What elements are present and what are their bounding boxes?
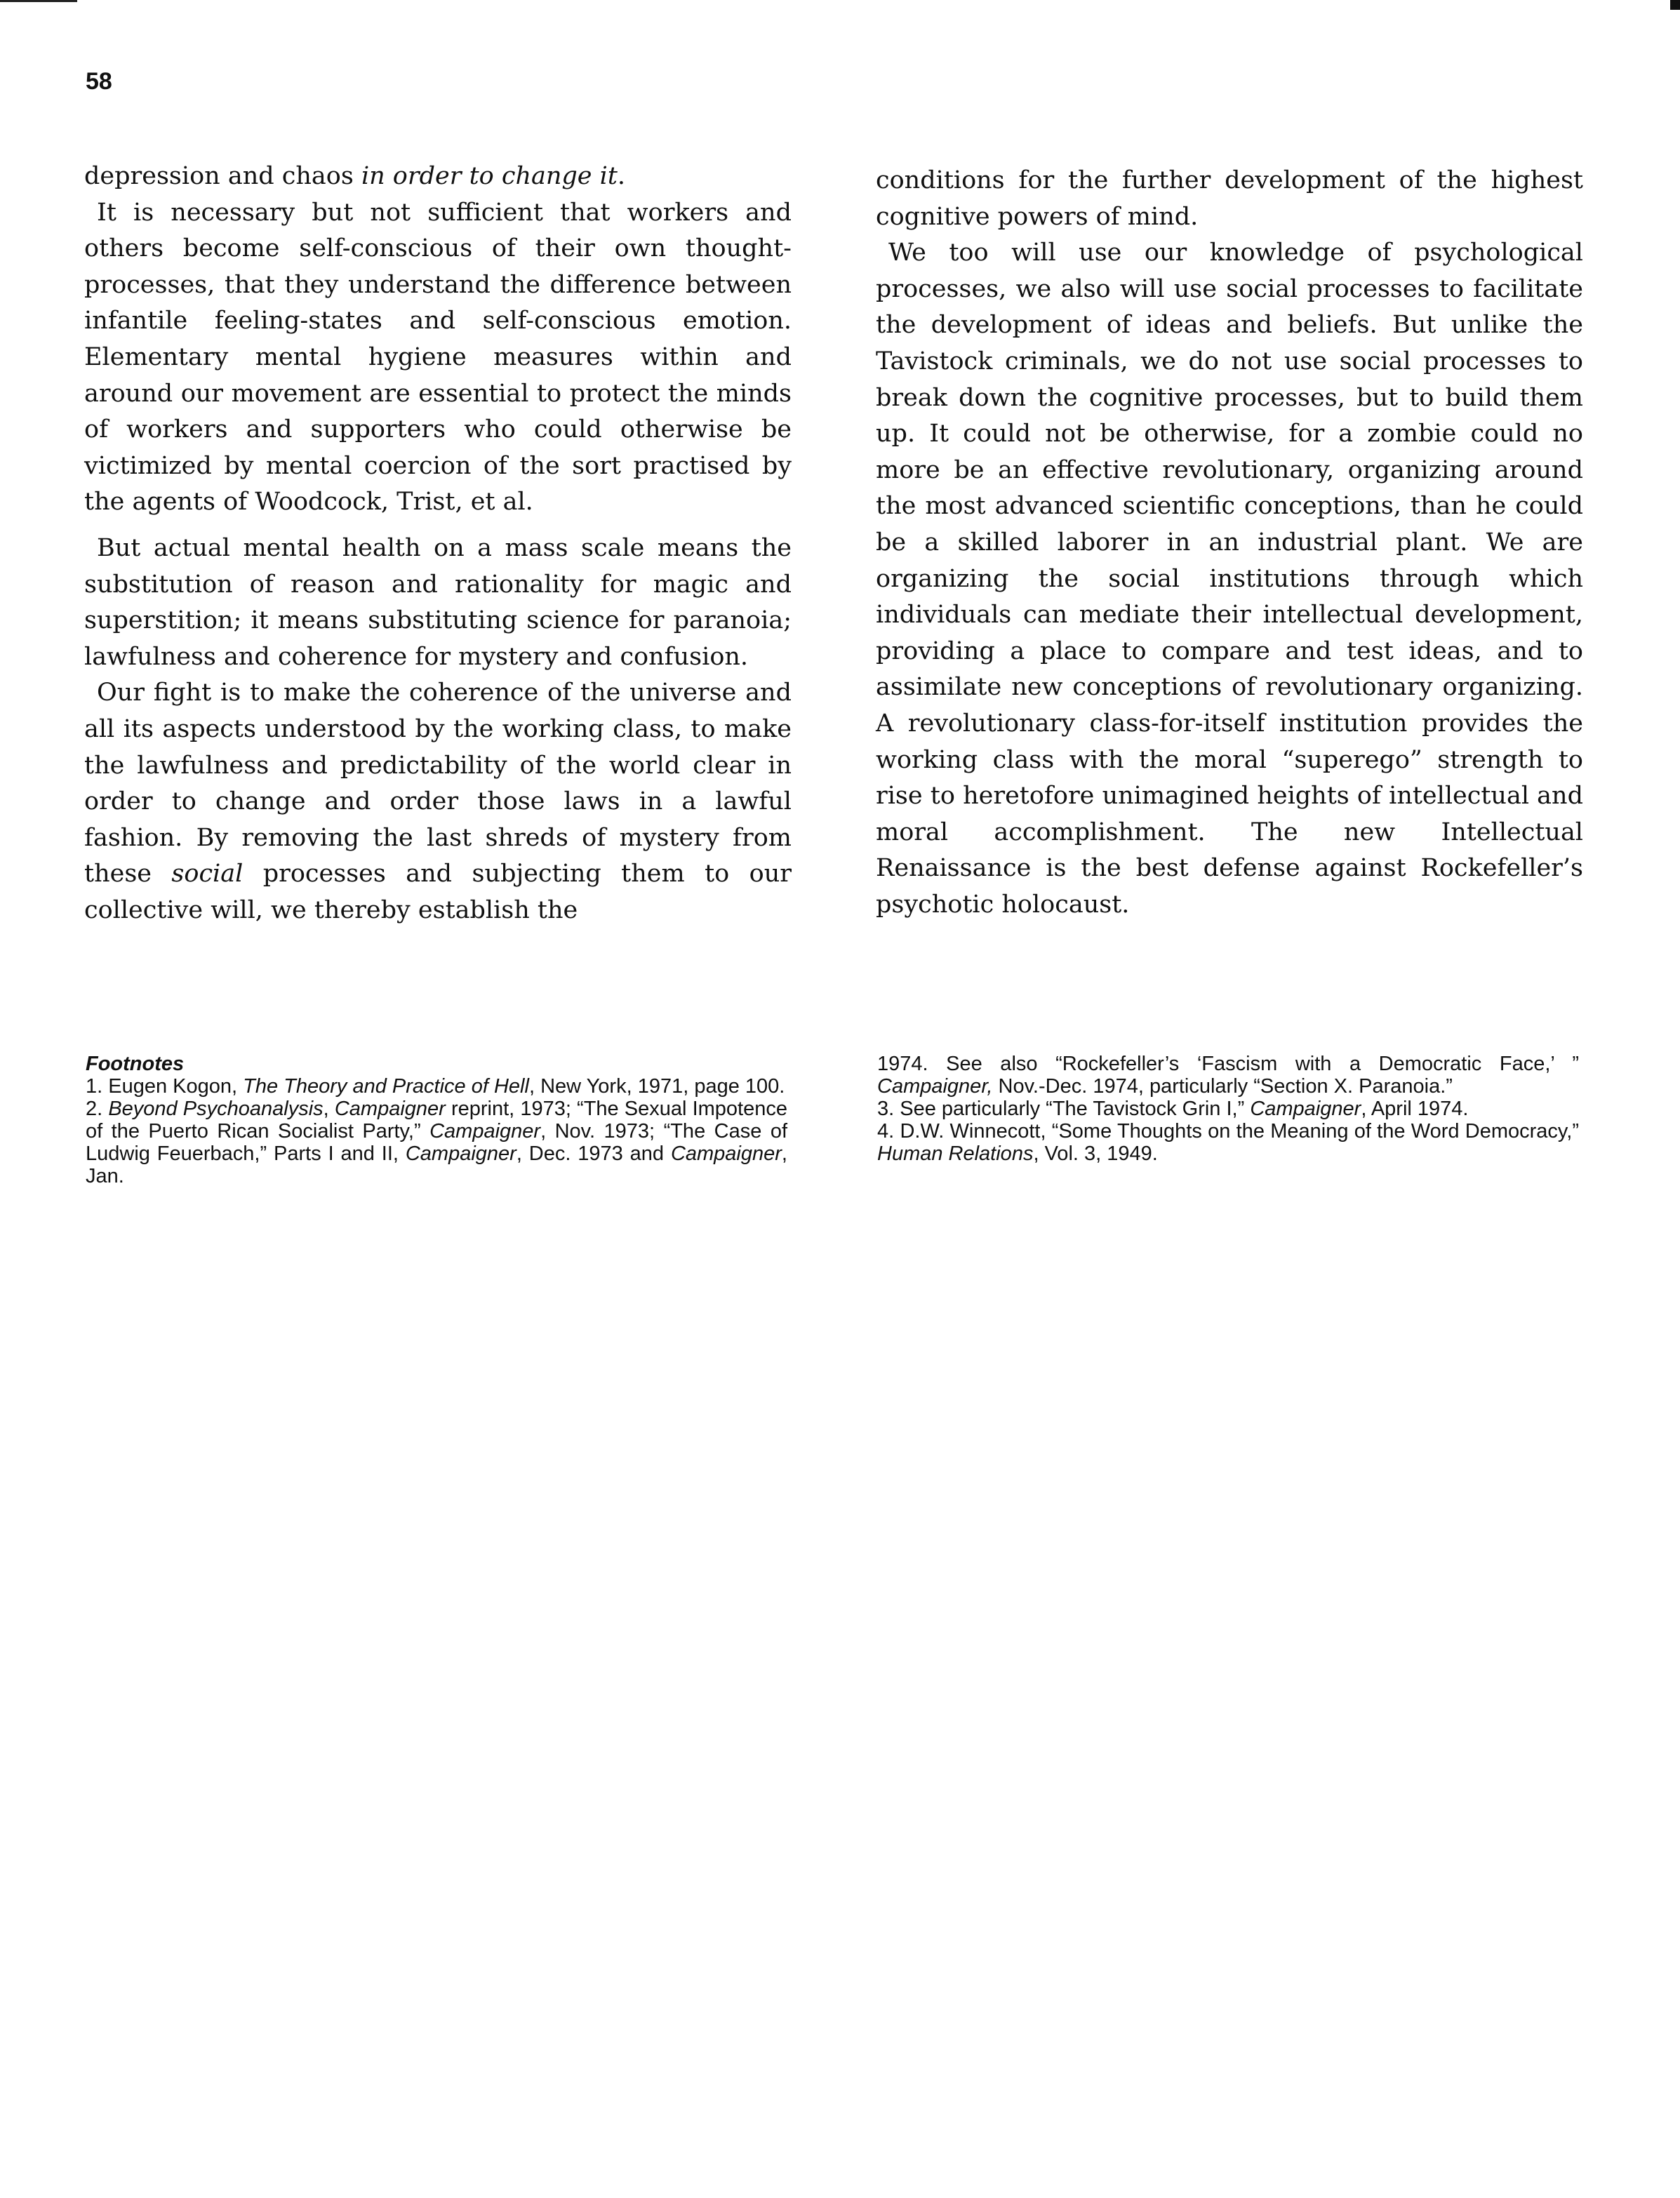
- paragraph: conditions for the further development of the highest cognitive powers of mind.: [876, 166, 1583, 231]
- footnotes-left: [86, 1053, 787, 1187]
- emphasis-text: Campaigner: [405, 1143, 516, 1165]
- footnote-2-continued: [877, 1053, 1579, 1098]
- footnote-3: [877, 1098, 1579, 1120]
- text-run: ,: [323, 1098, 335, 1120]
- text-run: reprint, 1973; “The Sexual Impotence of the Puerto Rican Socialist Party,”: [86, 1098, 787, 1143]
- text-run: , New York, 1971, page 100.: [528, 1075, 785, 1098]
- text-run: , April 1974.: [1361, 1098, 1469, 1120]
- text-run: 2.: [86, 1098, 109, 1120]
- text-run: 1974. See also “Rockefeller’s ‘Fascism with a Democratic Face,’ ”: [877, 1053, 1579, 1075]
- text-run: 4. D.W. Winnecott, “Some Thoughts on the Meaning of the Word Democracy,”: [877, 1120, 1579, 1143]
- text-run: 3. See particularly “The Tavistock Grin I,”: [877, 1098, 1251, 1120]
- right-text-column: [876, 163, 1583, 923]
- footnote-4: [877, 1120, 1579, 1165]
- text-run: , Nov. 1973; “The Case of Ludwig Feuerbach,” Parts I and II,: [86, 1120, 787, 1165]
- emphasis-text: in order to change it: [361, 162, 618, 190]
- paragraph: It is necessary but not sufficient that workers and others become self-conscious of their own thought-processes, that they understand the difference between infantile feeling-states and self-conscious emotion. Elementary mental hygiene measures within and around our movement are essential to protect the minds of workers and supporters who could otherwise be victimized by mental coercion of the sort practised by the agents of Woodcock, Trist, et al.: [84, 198, 792, 517]
- emphasis-text: Human Relations: [877, 1143, 1034, 1165]
- text-run: processes and subjecting them to our collective will, we thereby establish the: [84, 860, 792, 924]
- footnote-2: [86, 1098, 787, 1187]
- scan-edge-mark: [1670, 0, 1680, 10]
- emphasis-text: Campaigner: [1250, 1098, 1361, 1120]
- emphasis-text: Beyond Psychoanalysis: [108, 1098, 324, 1120]
- paragraph: But actual mental health on a mass scale means the substitution of reason and rationality for magic and superstition; it means substituting science for paranoia; lawfulness and coherence for mystery and confusion.: [84, 533, 792, 671]
- text-run: .: [617, 162, 626, 190]
- paragraph: [84, 675, 792, 928]
- footnotes-right: [877, 1053, 1579, 1165]
- emphasis-text: Campaigner: [429, 1120, 541, 1143]
- text-run: Our fight is to make the coherence of the universe and all its aspects understood by the working class, to make the lawfulness and predictability of the world clear in order to change and order those laws in a lawful fashion. By removing the last shreds of mystery from these: [84, 679, 792, 888]
- left-text-column: [84, 159, 792, 928]
- text-run: , Dec. 1973 and: [516, 1143, 671, 1165]
- text-run: 1. Eugen Kogon,: [86, 1075, 244, 1098]
- emphasis-text: social: [171, 860, 244, 888]
- footnotes-heading: Footnotes: [86, 1053, 185, 1075]
- emphasis-text: Campaigner,: [877, 1075, 993, 1098]
- text-run: Nov.-Dec. 1974, particularly “Section X. Paranoia.”: [992, 1075, 1453, 1098]
- footnote-1: [86, 1075, 787, 1098]
- scan-edge-rule: [0, 0, 77, 2]
- text-run: , Vol. 3, 1949.: [1033, 1143, 1158, 1165]
- text-run: , Jan.: [86, 1143, 787, 1187]
- paragraph: We too will use our knowledge of psychological processes, we also will use social processes to facilitate the development of ideas and beliefs. But unlike the Tavistock criminals, we do not use social processes to break down the cognitive processes, but to build them up. It could not be otherwise, for a zombie could no more be an effective revolutionary, organizing around the most advanced scientific conceptions, than he could be a skilled laborer in an industrial plant. We are organizing the social institutions through which individuals can mediate their intellectual development, providing a place to compare and test ideas, and to assimilate new conceptions of revolutionary organizing. A revolutionary class-for-itself institution provides the working class with the moral “superego” strength to rise to heretofore unimagined heights of intellectual and moral accomplishment. The new Intellectual Renaissance is the best defense against Rockefeller’s psychotic holocaust.: [876, 239, 1583, 919]
- emphasis-text: Campaigner: [334, 1098, 446, 1120]
- page-number: 58: [86, 68, 112, 95]
- emphasis-text: Campaigner: [670, 1143, 782, 1165]
- text-run: depression and chaos: [84, 162, 361, 190]
- emphasis-text: The Theory and Practice of Hell: [243, 1075, 529, 1098]
- paragraph: [84, 159, 792, 195]
